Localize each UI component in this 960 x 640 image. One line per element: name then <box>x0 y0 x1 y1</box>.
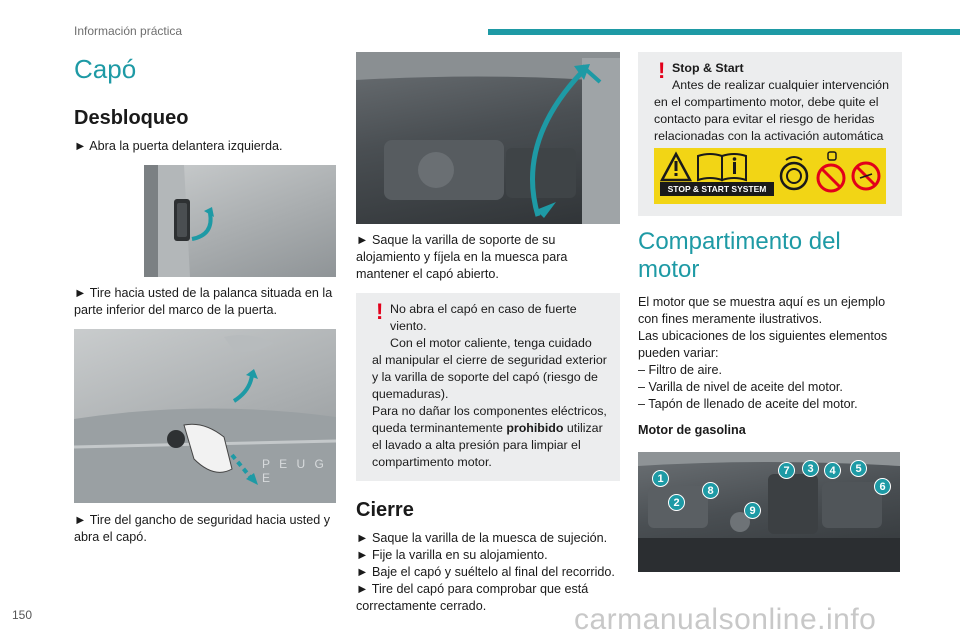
stop-start-title: Stop & Start <box>672 61 744 75</box>
engine-intro-2: Las ubicaciones de los siguientes elementos pueden variar: <box>638 329 888 360</box>
stop-start-rest: en el compartimento motor, debe quite el contacto para evitar el riesgo de heridas relacionadas con la activación automática <box>654 95 884 143</box>
door-lever-photo <box>144 165 336 277</box>
warning-rest-2: Para no dañar los componentes eléctricos, queda terminantemente prohibido utilizar el lavado a alta presión para limpiar el compartimento motor. <box>372 404 607 469</box>
page-number: 150 <box>12 608 33 622</box>
close-step: ► Baje el capó y suéltelo al final del recorrido. <box>356 565 615 579</box>
safety-hook-photo <box>74 329 336 503</box>
bonnet-open-photo <box>356 52 620 224</box>
warning-icon: ! <box>658 58 666 83</box>
engine-intro-1: El motor que se muestra aquí es un ejemplo con fines meramente ilustrativos. <box>638 295 886 326</box>
wind-warning-box <box>356 293 620 481</box>
door-lever-illustration <box>144 165 336 277</box>
engine-badge-8: 8 <box>702 482 719 499</box>
petrol-engine-heading: Motor de gasolina <box>638 423 746 437</box>
engine-badge-1: 1 <box>652 470 669 487</box>
engine-badge-6: 6 <box>874 478 891 495</box>
stop-start-line-1: Antes de realizar cualquier intervención <box>672 78 889 92</box>
warning-line-2: Con el motor caliente, tenga cuidado <box>390 336 592 350</box>
warning-icon: ! <box>376 299 384 324</box>
engine-item: – Tapón de llenado de aceite del motor. <box>638 397 858 411</box>
step-pull-hook: ► Tire del gancho de seguridad hacia usted y abra el capó. <box>74 513 331 544</box>
stop-start-warning-box <box>638 52 902 216</box>
close-heading: Cierre <box>356 499 414 521</box>
engine-items-list <box>638 362 902 413</box>
warning-line-1: No abra el capó en caso de fuerte viento. <box>390 302 577 333</box>
engine-badge-7: 7 <box>778 462 795 479</box>
close-step: ► Saque la varilla de la muesca de sujeción. <box>356 531 608 545</box>
car-badge-text: P E U G E <box>262 457 327 485</box>
engine-compartment-heading: Compartimento del motor <box>638 228 841 283</box>
engine-badge-3: 3 <box>802 460 819 477</box>
watermark-text: carmanualsonline.info <box>574 603 877 636</box>
close-step: ► Tire del capó para comprobar que está correctamente cerrado. <box>356 582 589 613</box>
petrol-engine-photo <box>638 452 900 572</box>
unlock-heading: Desbloqueo <box>74 107 189 129</box>
warning-rest-1: al manipular el cierre de seguridad exterior y la varilla de soporte del capó (riesgo de quemaduras). <box>372 353 607 401</box>
engine-badge-2: 2 <box>668 494 685 511</box>
column-middle <box>356 52 620 615</box>
engine-badge-4: 4 <box>824 462 841 479</box>
stop-start-system-label: STOP & START SYSTEM <box>660 182 774 196</box>
section-title: Información práctica <box>74 24 183 38</box>
close-step: ► Fije la varilla en su alojamiento. <box>356 548 548 562</box>
step-prop-rod: ► Saque la varilla de soporte de su alojamiento y fíjela en la muesca para mantener el capó abierto. <box>356 233 568 281</box>
step-pull-lever: ► Tire hacia usted de la palanca situada en la parte inferior del marco de la puerta. <box>74 286 333 317</box>
stop-start-label-sticker <box>654 148 886 204</box>
engine-badge-9: 9 <box>744 502 761 519</box>
header-accent-bar <box>488 29 960 35</box>
engine-badge-5: 5 <box>850 460 867 477</box>
step-open-door: ► Abra la puerta delantera izquierda. <box>74 139 283 153</box>
engine-item: – Varilla de nivel de aceite del motor. <box>638 380 843 394</box>
page-title: Capó <box>74 54 137 84</box>
bonnet-stay-illustration <box>356 52 620 224</box>
column-left <box>74 52 336 546</box>
engine-item: – Filtro de aire. <box>638 363 722 377</box>
column-right <box>638 52 902 572</box>
